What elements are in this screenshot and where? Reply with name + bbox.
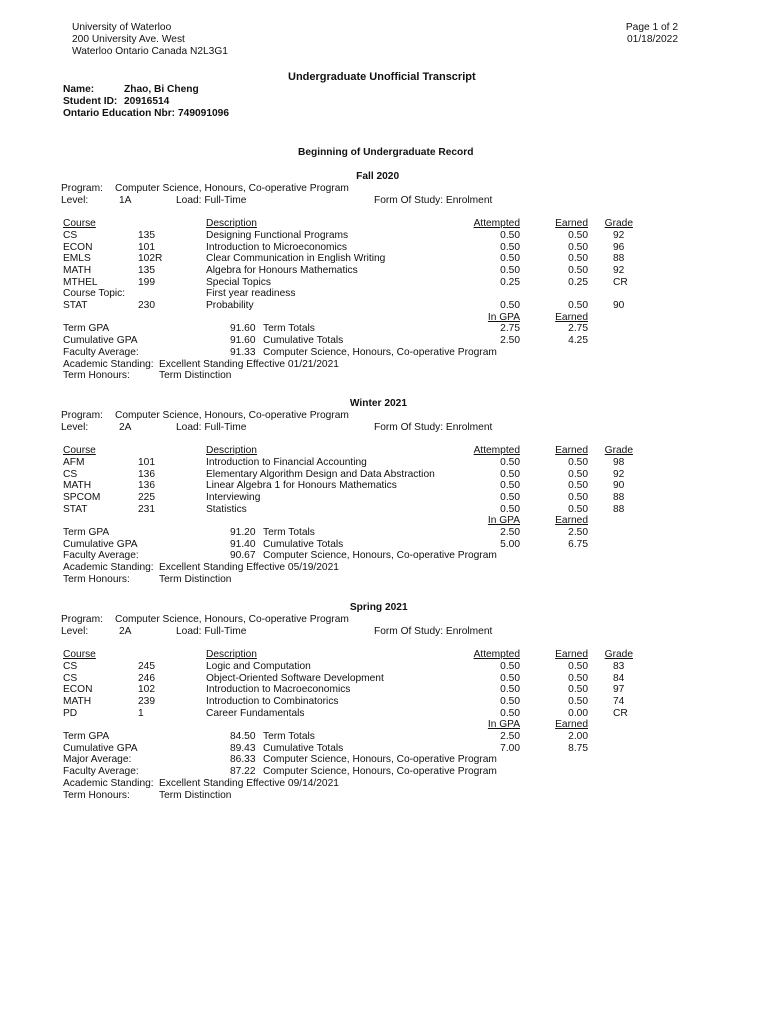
course-number: 135 — [138, 229, 155, 241]
form-of-study: Form Of Study: Enrolment — [374, 625, 493, 637]
student-id: 20916514 — [124, 96, 170, 107]
academic-standing-label: Academic Standing: — [63, 777, 154, 789]
level-value: 2A — [119, 625, 132, 637]
course-grade: 74 — [613, 695, 625, 707]
course-earned: 0.50 — [568, 480, 588, 492]
page-title: Undergraduate Unofficial Transcript — [288, 71, 476, 83]
faculty-average-value: 90.67 — [230, 550, 256, 562]
course-grade: CR — [613, 276, 628, 288]
course-subject: ECON — [63, 684, 93, 696]
cumulative-gpa-label: Cumulative GPA — [63, 538, 138, 550]
course-grade: 88 — [613, 253, 625, 265]
course-description: Career Fundamentals — [206, 707, 305, 719]
course-attempted: 0.50 — [500, 253, 520, 265]
course-earned: 0.50 — [568, 695, 588, 707]
institution-line-2: 200 University Ave. West — [72, 34, 185, 45]
cumulative-in-gpa: 5.00 — [500, 538, 520, 550]
term-honours-label: Term Honours: — [63, 370, 130, 382]
course-number: 225 — [138, 491, 155, 503]
load-value: Load: Full-Time — [176, 625, 247, 637]
academic-standing-value: Excellent Standing Effective 01/21/2021 — [159, 358, 339, 370]
course-grade: 90 — [613, 480, 625, 492]
course-attempted: 0.50 — [500, 684, 520, 696]
level-label: Level: — [61, 421, 89, 433]
level-value: 2A — [119, 421, 132, 433]
record-heading: Beginning of Undergraduate Record — [298, 147, 474, 158]
faculty-average-value: 87.22 — [230, 766, 256, 778]
course-number: 101 — [138, 456, 155, 468]
cumulative-totals-label: Cumulative Totals — [263, 335, 344, 347]
term-totals-in-gpa: 2.75 — [500, 323, 520, 335]
cumulative-gpa-value: 89.43 — [230, 742, 256, 754]
term-honours-value: Term Distinction — [159, 370, 232, 382]
program-label: Program: — [61, 410, 103, 421]
course-attempted: 0.50 — [500, 456, 520, 468]
cumulative-gpa-value: 91.40 — [230, 538, 256, 550]
course-earned: 0.50 — [568, 456, 588, 468]
course-description: First year readiness — [206, 288, 296, 300]
course-subject: CS — [63, 229, 78, 241]
cumulative-earned: 8.75 — [568, 742, 588, 754]
earned-header: Earned — [555, 445, 588, 457]
faculty-average-label: Faculty Average: — [63, 766, 139, 778]
course-grade: 90 — [613, 300, 625, 311]
course-description: Logic and Computation — [206, 660, 311, 672]
course-attempted: 0.50 — [500, 491, 520, 503]
program-name: Computer Science, Honours, Co-operative Program — [115, 614, 349, 625]
course-number: 136 — [138, 468, 155, 480]
course-attempted: 0.50 — [500, 707, 520, 719]
course-earned: 0.50 — [568, 468, 588, 480]
course-header: Course — [63, 218, 96, 230]
major-average-label: Major Average: — [63, 754, 132, 766]
course-subject: PD — [63, 707, 78, 719]
program-label: Program: — [61, 183, 103, 194]
course-attempted: 0.50 — [500, 672, 520, 684]
faculty-average-label: Faculty Average: — [63, 346, 139, 358]
earned-header: Earned — [555, 649, 588, 661]
course-earned: 0.50 — [568, 300, 588, 311]
term-totals-in-gpa: 2.50 — [500, 731, 520, 742]
term-title: Fall 2020 — [356, 171, 400, 182]
term-gpa-value: 91.60 — [230, 323, 256, 335]
course-number: 239 — [138, 695, 155, 707]
form-of-study: Form Of Study: Enrolment — [374, 421, 493, 433]
term-title: Winter 2021 — [349, 398, 407, 409]
term-honours-label: Term Honours: — [63, 573, 130, 585]
course-earned: 0.50 — [568, 264, 588, 276]
term-totals-label: Term Totals — [263, 731, 315, 742]
academic-standing-value: Excellent Standing Effective 05/19/2021 — [159, 562, 339, 574]
cumulative-gpa-label: Cumulative GPA — [63, 742, 138, 754]
course-grade: 84 — [613, 672, 625, 684]
course-header: Course — [63, 649, 96, 661]
course-earned: 0.50 — [568, 253, 588, 265]
student-id-label: Student ID: — [63, 96, 118, 107]
program-label: Program: — [61, 614, 103, 625]
cumulative-totals-label: Cumulative Totals — [263, 538, 344, 550]
course-attempted: 0.50 — [500, 300, 520, 311]
course-grade: 83 — [613, 660, 625, 672]
oen-value: 749091096 — [178, 108, 229, 119]
course-subject: Course Topic: — [63, 288, 126, 300]
course-earned: 0.50 — [568, 660, 588, 672]
course-grade: 97 — [613, 684, 625, 696]
cumulative-earned: 4.25 — [568, 335, 588, 347]
cumulative-in-gpa: 2.50 — [500, 335, 520, 347]
faculty-average-program: Computer Science, Honours, Co-operative Program — [263, 346, 497, 358]
course-grade: 92 — [613, 264, 625, 276]
description-header: Description — [206, 218, 257, 230]
earned-header: Earned — [555, 719, 588, 731]
name-label: Name: — [63, 84, 95, 95]
term-gpa-label: Term GPA — [63, 323, 110, 335]
course-attempted: 0.50 — [500, 695, 520, 707]
earned-header: Earned — [555, 311, 588, 323]
course-attempted: 0.50 — [500, 241, 520, 253]
course-earned: 0.50 — [568, 229, 588, 241]
course-grade: 98 — [613, 456, 625, 468]
course-earned: 0.50 — [568, 491, 588, 503]
course-subject: SPCOM — [63, 491, 101, 503]
grade-header: Grade — [604, 218, 633, 230]
load-value: Load: Full-Time — [176, 194, 247, 206]
academic-standing-label: Academic Standing: — [63, 562, 154, 574]
course-earned: 0.50 — [568, 672, 588, 684]
course-attempted: 0.50 — [500, 468, 520, 480]
course-attempted: 0.50 — [500, 480, 520, 492]
course-subject: AFM — [63, 456, 85, 468]
term-totals-label: Term Totals — [263, 527, 315, 538]
term-totals-earned: 2.00 — [568, 731, 588, 742]
course-grade: 92 — [613, 468, 625, 480]
load-value: Load: Full-Time — [176, 421, 247, 433]
course-earned: 0.50 — [568, 241, 588, 253]
term-gpa-value: 91.20 — [230, 527, 256, 538]
course-description: Introduction to Financial Accounting — [206, 456, 367, 468]
course-number: 245 — [138, 660, 155, 672]
course-grade: 88 — [613, 491, 625, 503]
course-subject: MATH — [63, 264, 92, 276]
course-description: Linear Algebra 1 for Honours Mathematics — [206, 480, 397, 492]
attempted-header: Attempted — [473, 445, 520, 457]
institution-line-1: University of Waterloo — [72, 22, 172, 33]
cumulative-in-gpa: 7.00 — [500, 742, 520, 754]
course-description: Statistics — [206, 503, 247, 515]
course-attempted: 0.25 — [500, 276, 520, 288]
cumulative-gpa-value: 91.60 — [230, 335, 256, 347]
course-number: 246 — [138, 672, 155, 684]
description-header: Description — [206, 649, 257, 661]
faculty-average-program: Computer Science, Honours, Co-operative Program — [263, 766, 497, 778]
program-name: Computer Science, Honours, Co-operative Program — [115, 410, 349, 421]
course-number: 199 — [138, 276, 155, 288]
term-honours-value: Term Distinction — [159, 573, 232, 585]
cumulative-totals-label: Cumulative Totals — [263, 742, 344, 754]
in-gpa-header: In GPA — [487, 515, 520, 527]
course-number: 1 — [138, 707, 144, 719]
course-subject: EMLS — [63, 253, 91, 265]
student-name: Zhao, Bi Cheng — [124, 84, 199, 95]
course-subject: CS — [63, 468, 78, 480]
course-earned: 0.00 — [568, 707, 588, 719]
course-subject: STAT — [63, 300, 88, 311]
course-description: Designing Functional Programs — [206, 229, 349, 241]
term-honours-value: Term Distinction — [159, 789, 232, 801]
description-header: Description — [206, 445, 257, 457]
course-description: Elementary Algorithm Design and Data Abstraction — [206, 468, 435, 480]
course-number: 102 — [138, 684, 155, 696]
academic-standing-value: Excellent Standing Effective 09/14/2021 — [159, 777, 339, 789]
course-description: Probability — [206, 300, 254, 311]
cumulative-earned: 6.75 — [568, 538, 588, 550]
course-subject: ECON — [63, 241, 93, 253]
print-date: 01/18/2022 — [627, 34, 678, 45]
course-subject: STAT — [63, 503, 88, 515]
in-gpa-header: In GPA — [487, 311, 520, 323]
course-description: Introduction to Macroeconomics — [206, 684, 351, 696]
earned-header: Earned — [555, 515, 588, 527]
course-grade: CR — [613, 707, 628, 719]
term-totals-earned: 2.75 — [568, 323, 588, 335]
term-totals-earned: 2.50 — [568, 527, 588, 538]
course-grade: 96 — [613, 241, 625, 253]
course-subject: MATH — [63, 480, 92, 492]
term-gpa-label: Term GPA — [63, 527, 110, 538]
grade-header: Grade — [604, 649, 633, 661]
form-of-study: Form Of Study: Enrolment — [374, 194, 493, 206]
level-value: 1A — [119, 194, 132, 206]
course-description: Interviewing — [206, 491, 261, 503]
major-average-value: 86.33 — [230, 754, 256, 766]
course-subject: MATH — [63, 695, 92, 707]
cumulative-gpa-label: Cumulative GPA — [63, 335, 138, 347]
course-description: Object-Oriented Software Development — [206, 672, 384, 684]
course-attempted: 0.50 — [500, 229, 520, 241]
level-label: Level: — [61, 625, 89, 637]
term-gpa-value: 84.50 — [230, 731, 256, 742]
course-header: Course — [63, 445, 96, 457]
level-label: Level: — [61, 194, 89, 206]
faculty-average-program: Computer Science, Honours, Co-operative Program — [263, 550, 497, 562]
course-earned: 0.50 — [568, 503, 588, 515]
course-attempted: 0.50 — [500, 660, 520, 672]
term-totals-in-gpa: 2.50 — [500, 527, 520, 538]
course-earned: 0.25 — [568, 276, 588, 288]
course-description: Algebra for Honours Mathematics — [206, 264, 358, 276]
course-subject: MTHEL — [63, 276, 98, 288]
course-attempted: 0.50 — [500, 503, 520, 515]
course-description: Introduction to Combinatorics — [206, 695, 339, 707]
faculty-average-label: Faculty Average: — [63, 550, 139, 562]
program-name: Computer Science, Honours, Co-operative Program — [115, 183, 349, 194]
course-number: 102R — [138, 253, 163, 265]
course-subject: CS — [63, 660, 78, 672]
course-grade: 92 — [613, 229, 625, 241]
institution-line-3: Waterloo Ontario Canada N2L3G1 — [72, 46, 228, 57]
term-gpa-label: Term GPA — [63, 731, 110, 742]
course-description: Special Topics — [206, 276, 271, 288]
page-number: Page 1 of 2 — [625, 22, 678, 33]
course-description: Clear Communication in English Writing — [206, 253, 386, 265]
course-number: 231 — [138, 503, 155, 515]
course-description: Introduction to Microeconomics — [206, 241, 347, 253]
course-subject: CS — [63, 672, 78, 684]
term-honours-label: Term Honours: — [63, 789, 130, 801]
attempted-header: Attempted — [473, 649, 520, 661]
course-attempted: 0.50 — [500, 264, 520, 276]
faculty-average-value: 91.33 — [230, 346, 256, 358]
course-number: 135 — [138, 264, 155, 276]
term-totals-label: Term Totals — [263, 323, 315, 335]
course-number: 230 — [138, 300, 155, 311]
earned-header: Earned — [555, 218, 588, 230]
grade-header: Grade — [604, 445, 633, 457]
major-average-program: Computer Science, Honours, Co-operative Program — [263, 754, 497, 766]
course-earned: 0.50 — [568, 684, 588, 696]
in-gpa-header: In GPA — [487, 719, 520, 731]
attempted-header: Attempted — [473, 218, 520, 230]
course-number: 101 — [138, 241, 155, 253]
academic-standing-label: Academic Standing: — [63, 358, 154, 370]
term-title: Spring 2021 — [349, 602, 408, 613]
oen-label: Ontario Education Nbr: — [63, 108, 176, 119]
course-grade: 88 — [613, 503, 625, 515]
course-number: 136 — [138, 480, 155, 492]
